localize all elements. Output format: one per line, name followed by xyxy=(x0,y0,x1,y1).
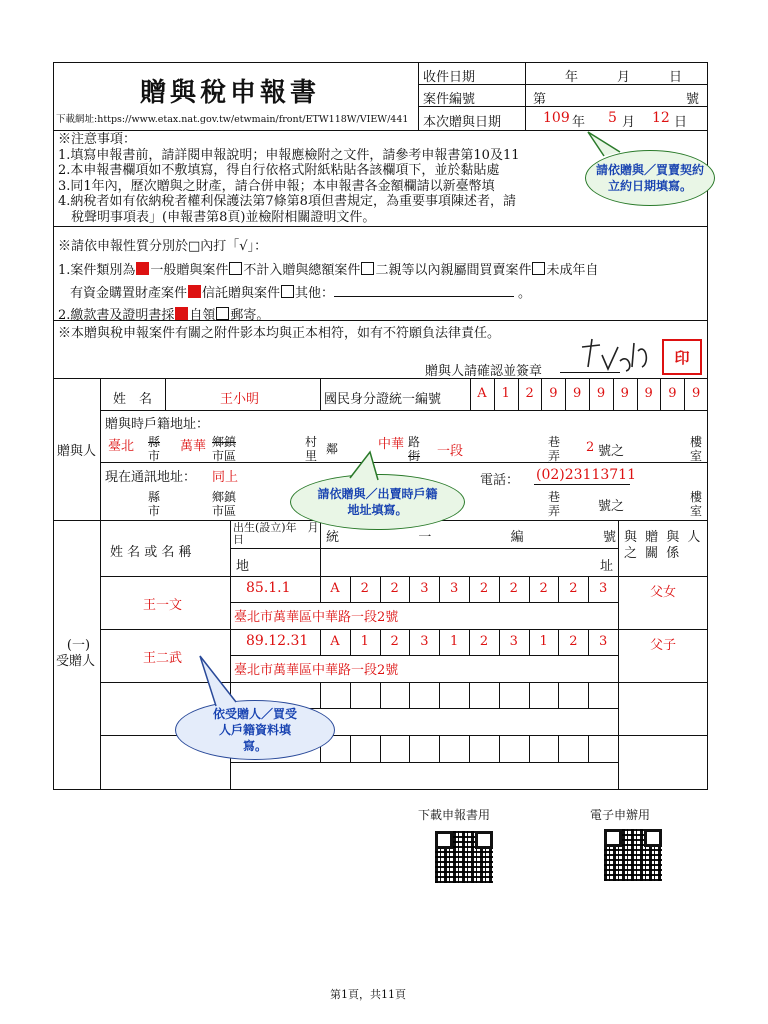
addr-shi: 市 xyxy=(148,449,161,463)
donor-id-digit[interactable]: 2 xyxy=(525,386,534,401)
donee-relation-header: 與 贈 與 人 之 關 係 xyxy=(624,530,703,561)
cur-addr-town: 鄉鎮 xyxy=(212,490,237,504)
donor-section-label: 贈與人 xyxy=(57,444,97,459)
month-unit: 月 xyxy=(622,115,636,130)
note-item: 2.本申報書欄項如不敷填寫，得自行依格式附紙粘貼各該欄項下，並於黏貼處 xyxy=(58,163,500,178)
donor-id-digit[interactable]: A xyxy=(477,386,487,401)
addr-lin: 鄰 xyxy=(326,442,339,456)
note-item: 3.同1年內，歷次贈與之財產，請合併申報；本申報書各金額欄請以新臺幣填 xyxy=(58,178,495,194)
gift-date-label: 本次贈與日期 xyxy=(423,115,502,130)
donee-id-digit[interactable]: 3 xyxy=(450,581,459,596)
case-no-prefix: 第 xyxy=(533,92,547,107)
donor-name-value[interactable]: 王小明 xyxy=(220,392,260,407)
donee-id-digit[interactable]: 2 xyxy=(360,581,369,596)
donee-address[interactable]: 臺北市萬華區中華路一段2號 xyxy=(234,663,399,678)
donee-id-digit[interactable]: A xyxy=(330,634,340,649)
donee-birth-header: 出生(設立)年 月 日 xyxy=(233,521,330,546)
gift-month: 5 xyxy=(608,110,617,126)
qr-efile-label: 電子申辦用 xyxy=(590,808,651,822)
addr-shi2: 市區 xyxy=(212,449,237,463)
notes-heading: ※注意事項： xyxy=(58,132,137,147)
donee-id-digit[interactable]: 3 xyxy=(420,581,429,596)
donee-section-label: (一) 受贈人 xyxy=(56,638,96,669)
trust-label: 信託贈與案件 xyxy=(202,286,281,301)
donee-id-digit[interactable]: 2 xyxy=(479,581,489,596)
donee-id-digit[interactable]: 2 xyxy=(569,634,578,649)
donor-name-label: 姓 名 xyxy=(113,392,153,407)
donee-name[interactable]: 王一文 xyxy=(143,598,183,613)
cur-addr-shi2: 市區 xyxy=(212,504,237,518)
donor-id-digit[interactable]: 9 xyxy=(620,386,629,401)
donee-id-digit[interactable]: 2 xyxy=(569,581,578,596)
donee-relation[interactable]: 父女 xyxy=(650,585,677,600)
addr-town: 鄉鎮 xyxy=(212,435,237,449)
donor-id-digit[interactable]: 1 xyxy=(501,386,510,401)
donee-id-digit[interactable]: A xyxy=(330,581,340,596)
sign-label: 贈與人請確認並簽章 xyxy=(425,364,543,379)
note-item: 稅聲明事項表」(申報書第8頁)並檢附相關證明文件。 xyxy=(58,209,376,225)
addr-district: 萬華 xyxy=(180,439,207,454)
donee-name[interactable]: 王二武 xyxy=(143,651,183,666)
donor-id-label: 國民身分證統一編號 xyxy=(324,392,442,407)
donee-name-header: 姓 名 或 名 稱 xyxy=(110,545,192,560)
seal-text: 印 xyxy=(674,348,690,367)
download-url[interactable]: 下載網址:https://www.etax.nat.gov.tw/etwmain/front/ETW118W/VIEW/441 xyxy=(56,114,409,125)
general-gift-label: 一般贈與案件 xyxy=(150,263,229,278)
donor-id-digit[interactable]: 9 xyxy=(668,386,677,401)
donee-id-digit[interactable]: 2 xyxy=(390,634,399,649)
addr-lou: 樓 xyxy=(690,435,703,449)
cur-addr-shi3: 室 xyxy=(690,504,703,518)
case-no-suffix: 號 xyxy=(686,92,700,107)
donee-id-digit[interactable]: 1 xyxy=(539,634,548,649)
case-no-label: 案件編號 xyxy=(423,92,476,107)
minor-label-cont: 有資金購置財產案件 xyxy=(70,286,188,301)
donee-id-digit[interactable]: 3 xyxy=(599,581,608,596)
receipt-date-value: 年 月 日 xyxy=(565,70,683,85)
qr-download-icon[interactable] xyxy=(435,831,493,883)
donee-id-header: 統 一 編 號 xyxy=(326,530,616,545)
donee-id-digit[interactable]: 3 xyxy=(509,634,518,649)
donee-addr-header-b: 址 xyxy=(600,559,614,574)
callout-gift-date: 請依贈與／買賣契約立約日期填寫。 xyxy=(585,150,715,206)
donor-id-digit[interactable]: 9 xyxy=(692,386,701,401)
donee-id-digit[interactable]: 3 xyxy=(420,634,429,649)
cur-addr-nong: 弄 xyxy=(548,504,561,518)
declaration-intro: ※請依申報性質分別於□內打「√」： xyxy=(58,239,268,254)
addr-village: 村 xyxy=(305,435,318,449)
donee-id-digit[interactable]: 2 xyxy=(390,581,399,596)
qr-efile-icon[interactable] xyxy=(604,829,662,881)
gift-year: 109 xyxy=(543,110,570,126)
phone-value[interactable]: (02)23113711 xyxy=(536,467,636,483)
phone-label: 電話： xyxy=(480,473,520,488)
donee-id-digit[interactable]: 2 xyxy=(479,634,489,649)
callout-donee: 依受贈人／買受人戶籍資料填寫。 xyxy=(175,700,335,760)
year-unit: 年 xyxy=(572,115,586,130)
addr-section: 一段 xyxy=(437,444,464,459)
cur-addr-county: 縣 xyxy=(148,490,161,504)
addr-hao: 號之 xyxy=(598,444,625,459)
callout-donor-addr: 請依贈與／出賣時戶籍地址填寫。 xyxy=(290,474,465,530)
addr-li: 里 xyxy=(305,449,318,463)
case-type-label: 1.案件類別為 xyxy=(58,263,136,278)
other-label: 其他： xyxy=(295,286,335,301)
donor-id-digit[interactable]: 9 xyxy=(573,386,582,401)
case-type-line-2: 有資金購置財產案件 信託贈與案件 其他： 。 xyxy=(70,286,532,301)
donee-id-digit[interactable]: 2 xyxy=(539,581,548,596)
addr-xiang: 巷 xyxy=(548,435,561,449)
donee-id-digit[interactable]: 1 xyxy=(450,634,459,649)
current-addr-value[interactable]: 同上 xyxy=(212,470,239,485)
donor-id-digit[interactable]: 9 xyxy=(596,386,606,401)
donor-id-digit[interactable]: 9 xyxy=(644,386,653,401)
addr-lu: 路 xyxy=(408,435,421,449)
current-addr-label: 現在通訊地址： xyxy=(105,470,197,485)
receipt-date-label: 收件日期 xyxy=(423,70,476,85)
day-unit: 日 xyxy=(674,115,688,130)
donee-id-digit[interactable]: 3 xyxy=(599,634,608,649)
addr-jie: 街 xyxy=(408,449,421,463)
donee-birth[interactable]: 89.12.31 xyxy=(246,633,309,649)
addr-road: 中華 xyxy=(378,437,405,452)
addr-nong: 弄 xyxy=(548,449,561,463)
donee-address[interactable]: 臺北市萬華區中華路一段2號 xyxy=(234,610,399,625)
addr-shi3: 室 xyxy=(690,449,703,463)
donee-addr-header-a: 地 xyxy=(236,559,250,574)
page-title: 贈與稅申報書 xyxy=(140,78,321,108)
gift-day: 12 xyxy=(652,110,670,126)
donee-birth[interactable]: 85.1.1 xyxy=(246,580,291,596)
payment-label: 2.繳款書及證明書採 xyxy=(58,308,175,323)
cur-addr-lou: 樓 xyxy=(690,490,703,504)
addr-county: 縣 xyxy=(148,435,161,449)
qr-download-label: 下載申報書用 xyxy=(418,808,491,822)
donee-id-digit[interactable]: 2 xyxy=(509,581,518,596)
page-footer: 第1頁，共11頁 xyxy=(330,988,406,1001)
cur-addr-xiang: 巷 xyxy=(548,490,561,504)
household-label: 贈與時戶籍地址： xyxy=(105,417,210,432)
minor-label: 未成年自 xyxy=(546,263,599,278)
family-sale-label: 二親等以內親屬間買賣案件 xyxy=(375,263,532,278)
addr-no: 2 xyxy=(586,440,595,455)
note-item: 1.填寫申報書前，請詳閱申報說明；申報應檢附之文件，請參考申報書第10及11 xyxy=(58,147,520,163)
mail-label: 郵寄。 xyxy=(230,308,270,323)
donee-id-digit[interactable]: 1 xyxy=(360,634,369,649)
attachment-note: ※本贈與稅申報案件有關之附件影本均與正本相符，如有不符願負法律責任。 xyxy=(58,326,501,341)
note-item: 4.納稅者如有依納稅者權利保護法第7條第8項但書規定，為重要事項陳述者，請 xyxy=(58,194,516,209)
not-counted-label: 不計入贈與總額案件 xyxy=(243,263,361,278)
cur-addr-hao: 號之 xyxy=(598,499,625,514)
donor-id-digit[interactable]: 9 xyxy=(549,386,558,401)
self-pickup-label: 自領 xyxy=(189,308,216,323)
cur-addr-shi: 市 xyxy=(148,504,161,518)
donee-relation[interactable]: 父子 xyxy=(650,638,677,653)
addr-city: 臺北 xyxy=(108,439,135,454)
